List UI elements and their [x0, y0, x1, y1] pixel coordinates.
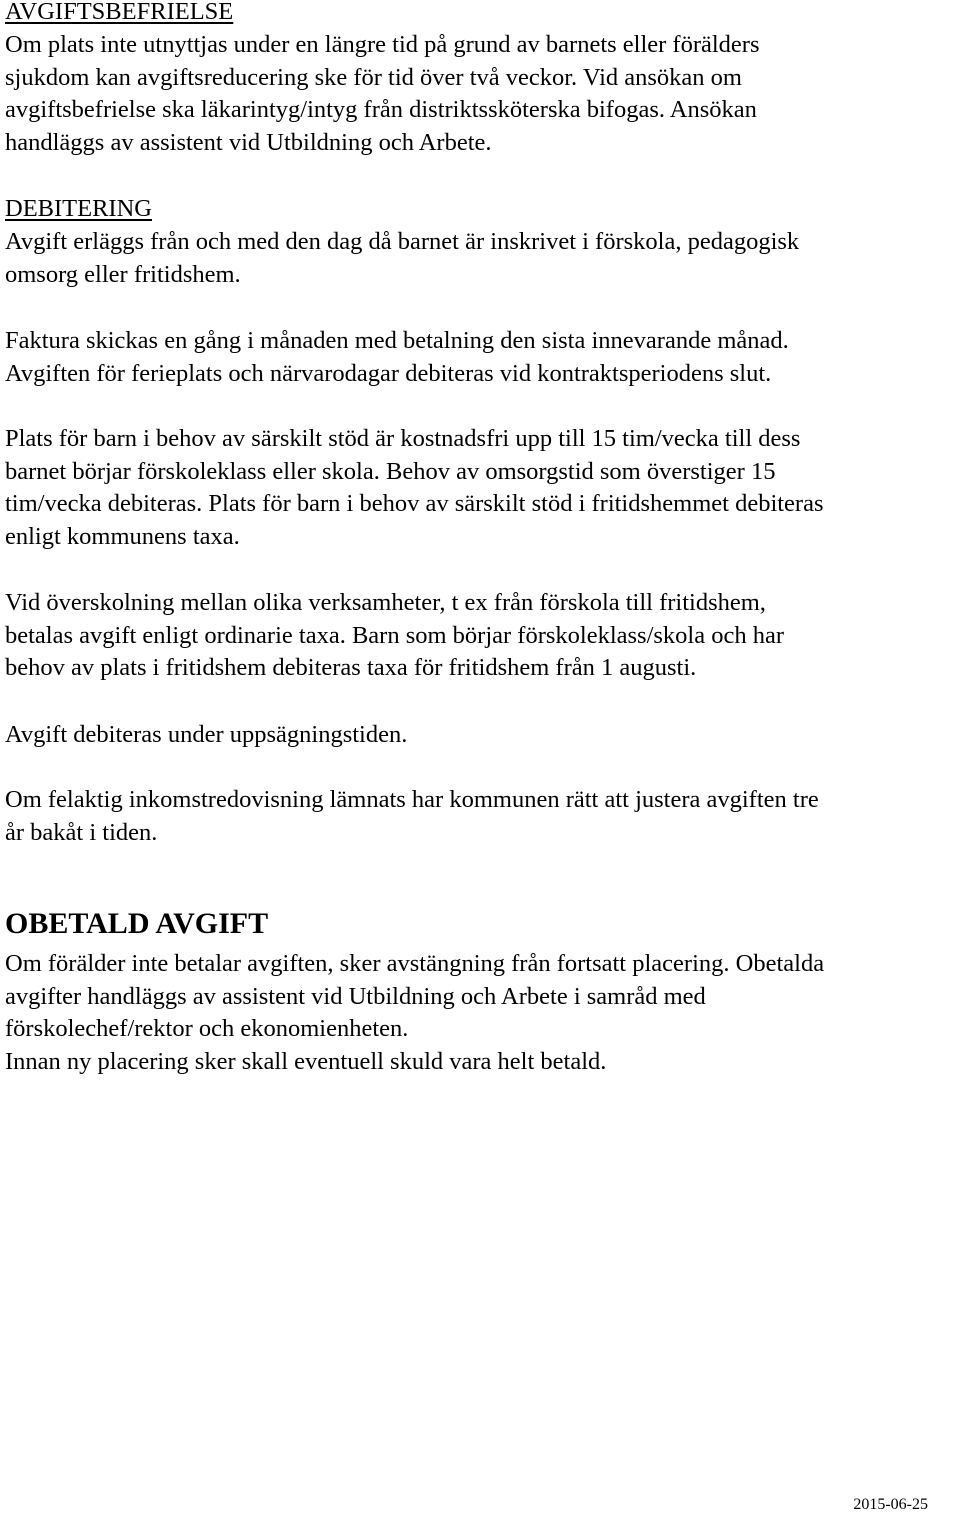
text-line: sjukdom kan avgiftsreducering ske för tid över två veckor. Vid ansökan om [5, 63, 742, 91]
text-line: tim/vecka debiteras. Plats för barn i behov av särskilt stöd i fritidshemmet debiteras [5, 490, 824, 517]
paragraph-overskolning [5, 587, 784, 685]
paragraph-uppsagningstid [5, 719, 407, 752]
paragraph-debitering-start [5, 226, 799, 291]
text-line: Faktura skickas en gång i månaden med betalning den sista innevarande månad. [5, 327, 789, 354]
paragraph-obetald-avgift [5, 948, 824, 1078]
text-line: år bakåt i tiden. [5, 818, 158, 846]
section-heading-obetald-avgift: OBETALD AVGIFT [5, 907, 269, 940]
paragraph-avgiftsbefrielse [5, 29, 760, 159]
text-line: behov av plats i fritidshem debiteras taxa för fritidshem från 1 augusti. [5, 654, 697, 681]
text-line: barnet börjar förskoleklass eller skola. Behov av omsorgstid som överstiger 15 [5, 457, 776, 485]
paragraph-inkomstredovisning [5, 784, 819, 849]
text-line: betalas avgift enligt ordinarie taxa. Barn som börjar förskoleklass/skola och har [5, 621, 784, 649]
text-line: Innan ny placering sker skall eventuell skuld vara helt betald. [5, 1047, 607, 1075]
text-line: Vid överskolning mellan olika verksamheter, t ex från förskola till fritidshem, [5, 589, 766, 616]
paragraph-sarskilt-stod [5, 423, 824, 553]
text-line: handläggs av assistent vid Utbildning och Arbete. [5, 128, 492, 156]
text-line: Om förälder inte betalar avgiften, sker avstängning från fortsatt placering. Obetalda [5, 950, 825, 977]
text-line: Avgift debiteras under uppsägningstiden. [5, 721, 408, 748]
text-line: Om felaktig inkomstredovisning lämnats har kommunen rätt att justera avgiften tre [5, 786, 819, 813]
text-line: omsorg eller fritidshem. [5, 260, 241, 288]
text-line: förskolechef/rektor och ekonomienheten. [5, 1015, 409, 1042]
text-line: Avgiften för ferieplats och närvarodagar debiteras vid kontraktsperiodens slut. [5, 359, 772, 387]
text-line: enligt kommunens taxa. [5, 522, 240, 550]
text-line: Om plats inte utnyttjas under en längre tid på grund av barnets eller förälders [5, 31, 760, 58]
section-heading-avgiftsbefrielse: AVGIFTSBEFRIELSE [5, 0, 234, 25]
text-line: Plats för barn i behov av särskilt stöd är kostnadsfri upp till 15 tim/vecka till dess [5, 425, 801, 452]
paragraph-faktura [5, 325, 789, 390]
text-line: avgiftsbefrielse ska läkarintyg/intyg från distriktssköterska bifogas. Ansökan [5, 96, 757, 123]
text-line: Avgift erläggs från och med den dag då barnet är inskrivet i förskola, pedagogisk [5, 228, 800, 255]
footer-date: 2015-06-25 [853, 1496, 928, 1513]
section-heading-debitering: DEBITERING [5, 195, 152, 222]
text-line: avgifter handläggs av assistent vid Utbildning och Arbete i samråd med [5, 982, 706, 1010]
